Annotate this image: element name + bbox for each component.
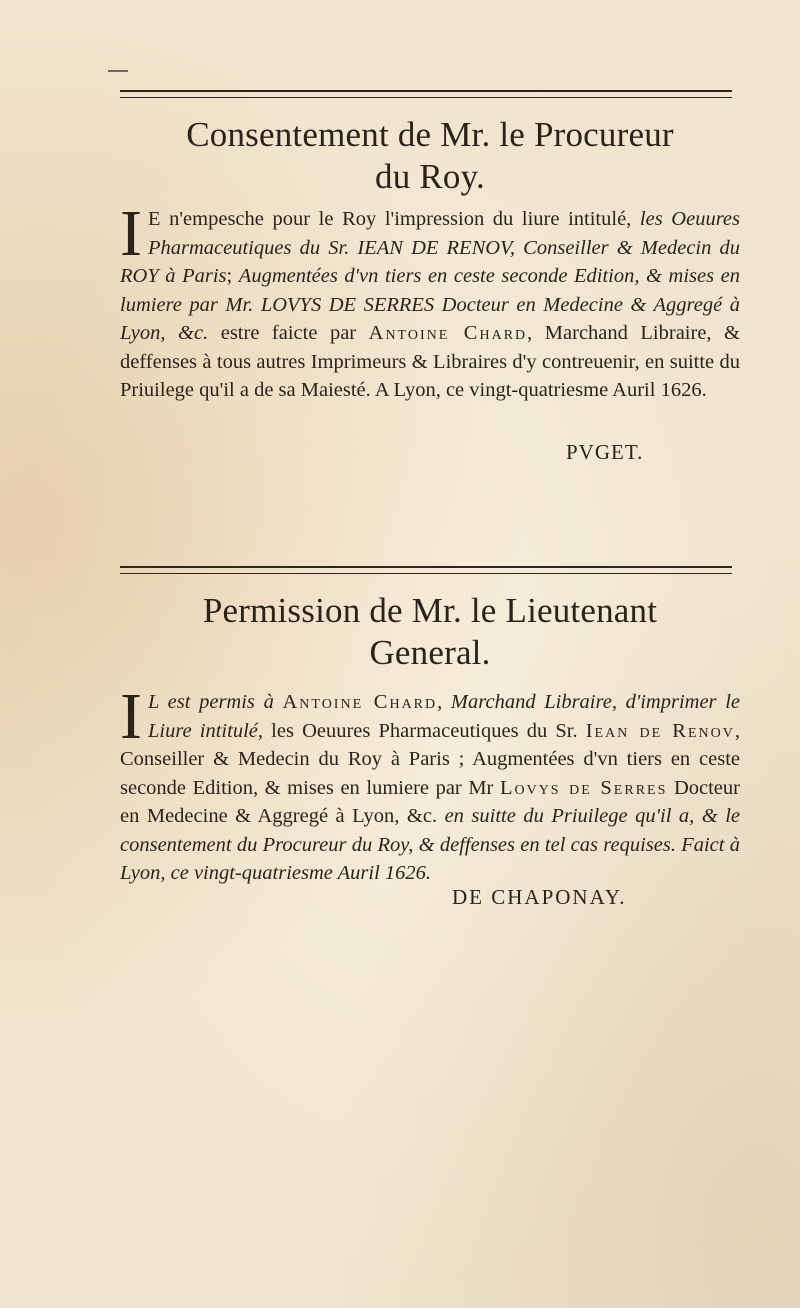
section1-text-e: estre faicte par	[208, 322, 369, 344]
section2-rule	[120, 566, 732, 574]
section1-heading-line2: du Roy.	[375, 157, 485, 196]
section2-dropcap: I	[120, 680, 142, 753]
section1-text-b: les Oeuures Pharmaceutiques du Sr. IEAN DE RENOV, Conseiller & Medecin du ROY à Paris	[120, 208, 740, 287]
section1-text-c: ;	[226, 265, 239, 287]
section2-body	[120, 680, 740, 888]
section2-text-h: Docteur en Medecine & Aggregé à Lyon, &c.	[120, 776, 740, 827]
section1-body	[120, 197, 741, 405]
section2-text-a: L est permis à	[147, 691, 283, 713]
section1-rule	[120, 90, 732, 98]
section1-text-f: Antoine Chard	[368, 322, 528, 344]
section1-text-a: E n'empesche pour le Roy l'impression du liure intitulé,	[147, 208, 640, 230]
section2-heading-line2: General.	[369, 633, 491, 672]
section2-text-e: Iean de Renov	[585, 719, 735, 742]
section1-text-d: Augmentées d'vn tiers en ceste seconde Edition, & mises en lumiere par Mr. LOVYS DE SERRES Docteur en Medecine & Aggregé à Lyon, &c.	[120, 265, 740, 344]
section1-signature: PVGET.	[566, 440, 644, 464]
section2-text-i: en suitte du Priuilege qu'il a, & le consentement du Procureur du Roy, & deffenses en tel cas requises. Faict à Lyon, ce vingt-quatriesme Auril 1626.	[120, 805, 740, 884]
section2-text-g: Lovys de Serres	[499, 776, 668, 799]
section2-text-c: , Marchand Libraire, d'imprimer le Liure intitulé,	[147, 691, 740, 742]
section2-heading	[100, 590, 760, 674]
section1-heading-line1: Consentement de Mr. le Procureur	[186, 115, 674, 154]
page-mark	[108, 70, 128, 72]
section1-heading	[100, 114, 760, 198]
section1-text-g: , Marchand Libraire, & deffenses à tous autres Imprimeurs & Libraires d'y contreuenir, en suitte du Priuilege qu'il a de sa Maiesté. A Lyon, ce vingt-quatriesme Auril 1626.	[120, 322, 741, 401]
section1-dropcap: I	[120, 197, 142, 270]
section2-text-b: Antoine Chard	[282, 691, 438, 713]
section2-signature: DE CHAPONAY.	[452, 885, 627, 909]
section2-text-f: , Conseiller & Medecin du Roy à Paris ; Augmentées d'vn tiers en ceste seconde Edition, & mises en lumiere par Mr	[120, 719, 740, 799]
section2-heading-line1: Permission de Mr. le Lieutenant	[202, 591, 658, 630]
section2-text-d: les Oeuures Pharmaceutiques du Sr.	[263, 719, 586, 742]
